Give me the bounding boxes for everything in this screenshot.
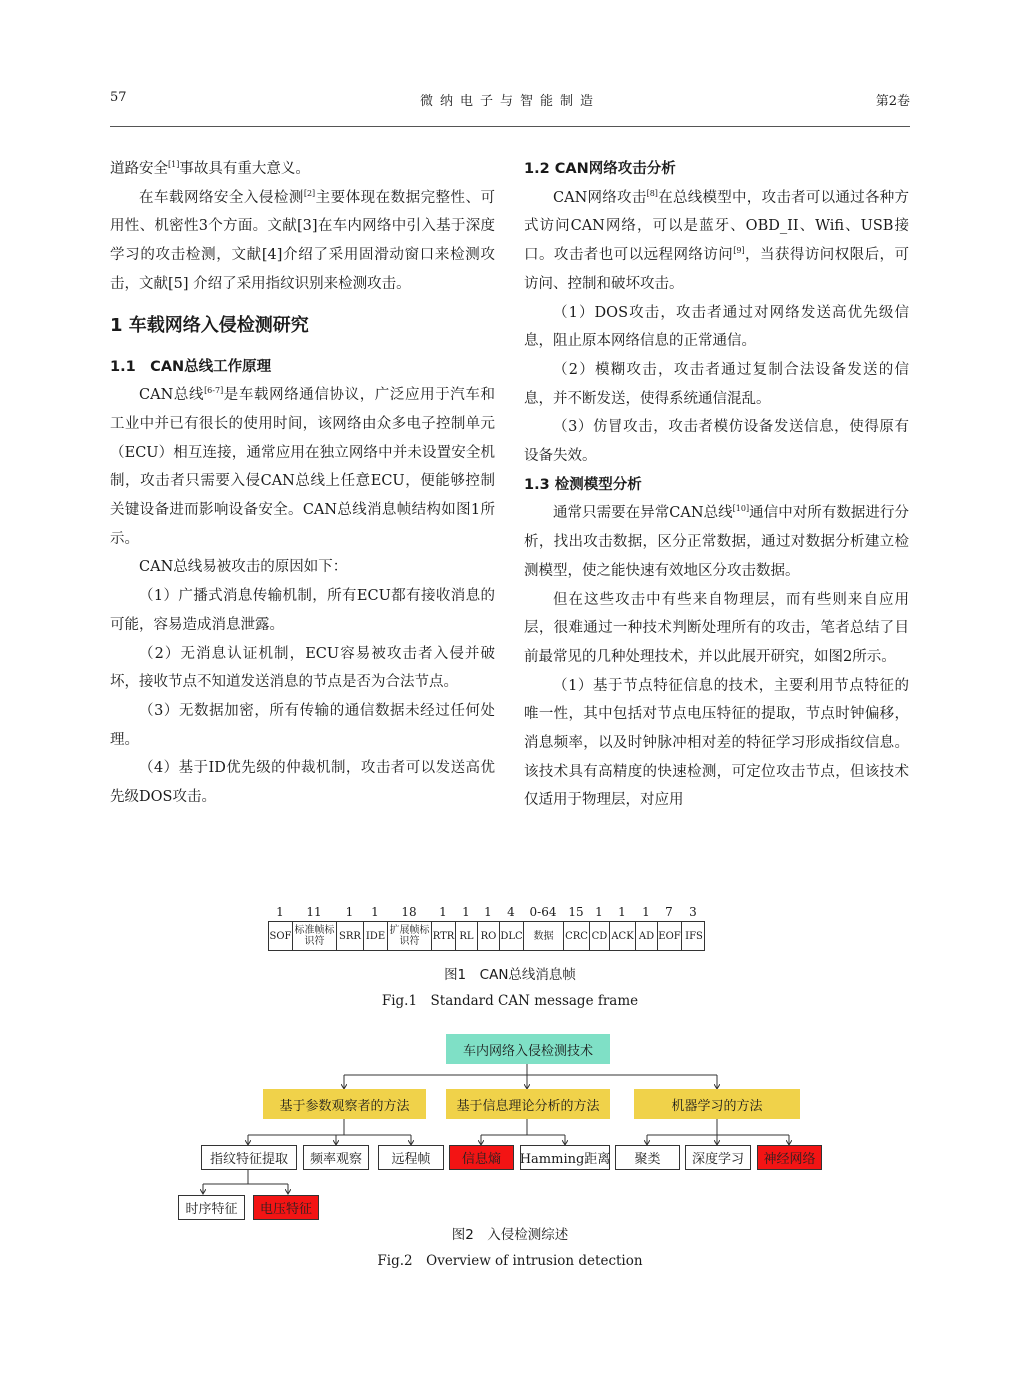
bit-length-label: 1 bbox=[484, 905, 492, 919]
bit-length-label: 1 bbox=[371, 905, 379, 919]
bit-length-label: 3 bbox=[689, 905, 697, 919]
citation: [10] bbox=[732, 504, 750, 514]
frame-field: AD bbox=[636, 922, 658, 950]
citation: [8] bbox=[646, 188, 658, 198]
leaf-information-entropy: 信息熵 bbox=[449, 1145, 514, 1170]
leaf-hamming-distance: Hamming距离 bbox=[520, 1145, 610, 1170]
figure2-caption-en: Fig.2 Overview of intrusion detection bbox=[377, 1253, 643, 1269]
can-frame-figure bbox=[268, 905, 705, 951]
leaf-clustering: 聚类 bbox=[615, 1145, 680, 1170]
leaf-timing-feature: 时序特征 bbox=[178, 1195, 245, 1220]
subsection-heading: 1.2 CAN网络攻击分析 bbox=[524, 161, 676, 177]
bit-length-label: 1 bbox=[276, 905, 284, 919]
paragraph: 在车载网络安全入侵检测[2]主要体现在数据完整性、可用性、机密性3个方面。文献[3]在车内网络中引入基于深度学习的攻击检测，文献[4]介绍了采用固滑动窗口来检测攻击，文献[5] 介绍了采用指纹识别来检测攻击。 bbox=[110, 188, 496, 292]
frame-field: 标准帧标识符 bbox=[293, 922, 337, 950]
frame-field: RO bbox=[478, 922, 500, 950]
bit-length-label: 18 bbox=[401, 905, 417, 919]
bit-length-label: 1 bbox=[642, 905, 650, 919]
paragraph: （3）无数据加密，所有传输的通信数据未经过任何处理。 bbox=[110, 702, 495, 748]
paragraph: （4）基于ID优先级的仲裁机制，攻击者可以发送高优先级DOS攻击。 bbox=[110, 760, 495, 806]
leaf-neural-network: 神经网络 bbox=[757, 1145, 822, 1170]
category-machine-learning: 机器学习的方法 bbox=[634, 1089, 800, 1119]
frame-field: CRC bbox=[564, 922, 590, 950]
frame-field: 扩展帧标识符 bbox=[388, 922, 432, 950]
bit-length-label: 1 bbox=[462, 905, 470, 919]
bit-length-label: 15 bbox=[568, 905, 584, 919]
paragraph: CAN网络攻击[8]在总线模型中，攻击者可以通过各种方式访问CAN网络，可以是蓝牙、OBD_II、Wifi、USB接口。攻击者也可以远程网络访问[9]，当获得访问权限后，可访问、控制和破坏攻击。 bbox=[524, 188, 910, 292]
frame-field: ACK bbox=[610, 922, 636, 950]
bit-length-label: 1 bbox=[345, 905, 354, 919]
header-rule bbox=[110, 126, 910, 127]
category-parameter-observer: 基于参数观察者的方法 bbox=[263, 1089, 426, 1119]
volume-label: 第2卷 bbox=[875, 94, 910, 109]
leaf-deep-learning: 深度学习 bbox=[685, 1145, 751, 1170]
paragraph: CAN总线易被攻击的原因如下： bbox=[139, 559, 348, 576]
paragraph: （2）模糊攻击，攻击者通过复制合法设备发送的信息，并不断发送，使得系统通信混乱。 bbox=[524, 361, 909, 407]
frame-field: RL bbox=[456, 922, 478, 950]
citation: [2] bbox=[303, 188, 316, 198]
citation: [9] bbox=[733, 246, 745, 256]
journal-title: 微纳电子与智能制造 bbox=[419, 94, 600, 109]
paragraph: （2）无消息认证机制，ECU容易被攻击者入侵并破坏，接收节点不知道发送消息的节点是否为合法节点。 bbox=[110, 645, 495, 691]
left-column bbox=[110, 155, 495, 812]
figure1-caption-cn: 图1 CAN总线消息帧 bbox=[444, 967, 576, 983]
frame-field: DLC bbox=[500, 922, 524, 950]
citation: [6-7] bbox=[204, 386, 224, 396]
frame-field: IFS bbox=[685, 930, 703, 942]
bit-length-label: 7 bbox=[665, 905, 673, 919]
bit-length-label: 1 bbox=[595, 905, 603, 919]
paragraph: （1）DOS攻击，攻击者通过对网络发送高优先级信息，阻止原本网络信息的正常通信。 bbox=[524, 304, 909, 350]
frame-field: 数据 bbox=[524, 922, 564, 950]
frame-field: IDE bbox=[364, 922, 388, 950]
running-header bbox=[110, 90, 910, 110]
figure1-caption-en: Fig.1 Standard CAN message frame bbox=[381, 993, 639, 1009]
paragraph: CAN总线[6-7]是车载网络通信协议，广泛应用于汽车和工业中并已有很长的使用时间，该网络由众多电子控制单元（ECU）相互连接，通常应用在独立网络中并未设置安全机制，攻击者只需要入侵CAN总线上任意ECU，便能够控制关键设备进而影响设备安全。CAN总线消息帧结构如图1所示。 bbox=[110, 386, 495, 547]
paragraph: 通常只需要在异常CAN总线[10]通信中对所有数据进行分析，找出攻击数据，区分正常数据，通过对数据分析建立检测模型，使之能快速有效地区分攻击数据。 bbox=[524, 504, 909, 579]
frame-field: CD bbox=[590, 922, 610, 950]
frame-field: SOF bbox=[269, 922, 293, 950]
bit-length-label: 1 bbox=[618, 905, 626, 919]
leaf-remote-frame: 远程帧 bbox=[378, 1145, 444, 1170]
frame-field-row bbox=[268, 921, 705, 951]
paragraph: （3）仿冒攻击，攻击者模仿设备发送信息，使得原有设备失效。 bbox=[524, 419, 909, 465]
frame-field: RTR bbox=[432, 922, 456, 950]
bit-length-label: 0-64 bbox=[529, 905, 557, 919]
right-column bbox=[524, 155, 909, 815]
figure2-caption-cn: 图2 入侵检测综述 bbox=[451, 1227, 569, 1243]
leaf-frequency-observation: 频率观察 bbox=[303, 1145, 369, 1170]
section-heading: 1 车载网络入侵检测研究 bbox=[110, 314, 309, 336]
leaf-fingerprint-extraction: 指纹特征提取 bbox=[201, 1145, 297, 1170]
bit-length-row bbox=[268, 905, 705, 921]
leaf-voltage-feature: 电压特征 bbox=[253, 1195, 319, 1220]
category-information-theory: 基于信息理论分析的方法 bbox=[446, 1089, 610, 1119]
paragraph: （1）广播式消息传输机制，所有ECU都有接收消息的可能，容易造成消息泄露。 bbox=[110, 588, 495, 633]
frame-field: SRR bbox=[337, 922, 364, 950]
bit-length-label: 11 bbox=[306, 905, 322, 919]
paragraph: （1）基于节点特征信息的技术，主要利用节点特征的唯一性，其中包括对节点电压特征的提取，节点时钟偏移，消息频率，以及时钟脉冲相对差的特征学习形成指纹信息。该技术具有高精度的快速检测，可定位攻击节点，但该技术仅适用于物理层，对应用 bbox=[524, 677, 909, 809]
bit-length-label: 4 bbox=[507, 905, 515, 919]
paragraph: 道路安全[1]事故具有重大意义。 bbox=[110, 160, 310, 177]
paragraph: 但在这些攻击中有些来自物理层，而有些则来自应用层，很难通过一种技术判断处理所有的攻击，笔者总结了目前最常见的几种处理技术，并以此展开研究，如图2所示。 bbox=[524, 591, 909, 665]
bit-length-label: 1 bbox=[439, 905, 447, 919]
citation: [1] bbox=[168, 160, 180, 169]
root-node: 车内网络入侵检测技术 bbox=[446, 1034, 610, 1064]
subsection-heading: 1.3 检测模型分析 bbox=[524, 476, 642, 493]
page-number: 57 bbox=[110, 90, 127, 105]
subsection-heading: 1.1 CAN总线工作原理 bbox=[110, 358, 272, 375]
frame-field: EOF bbox=[658, 922, 682, 950]
